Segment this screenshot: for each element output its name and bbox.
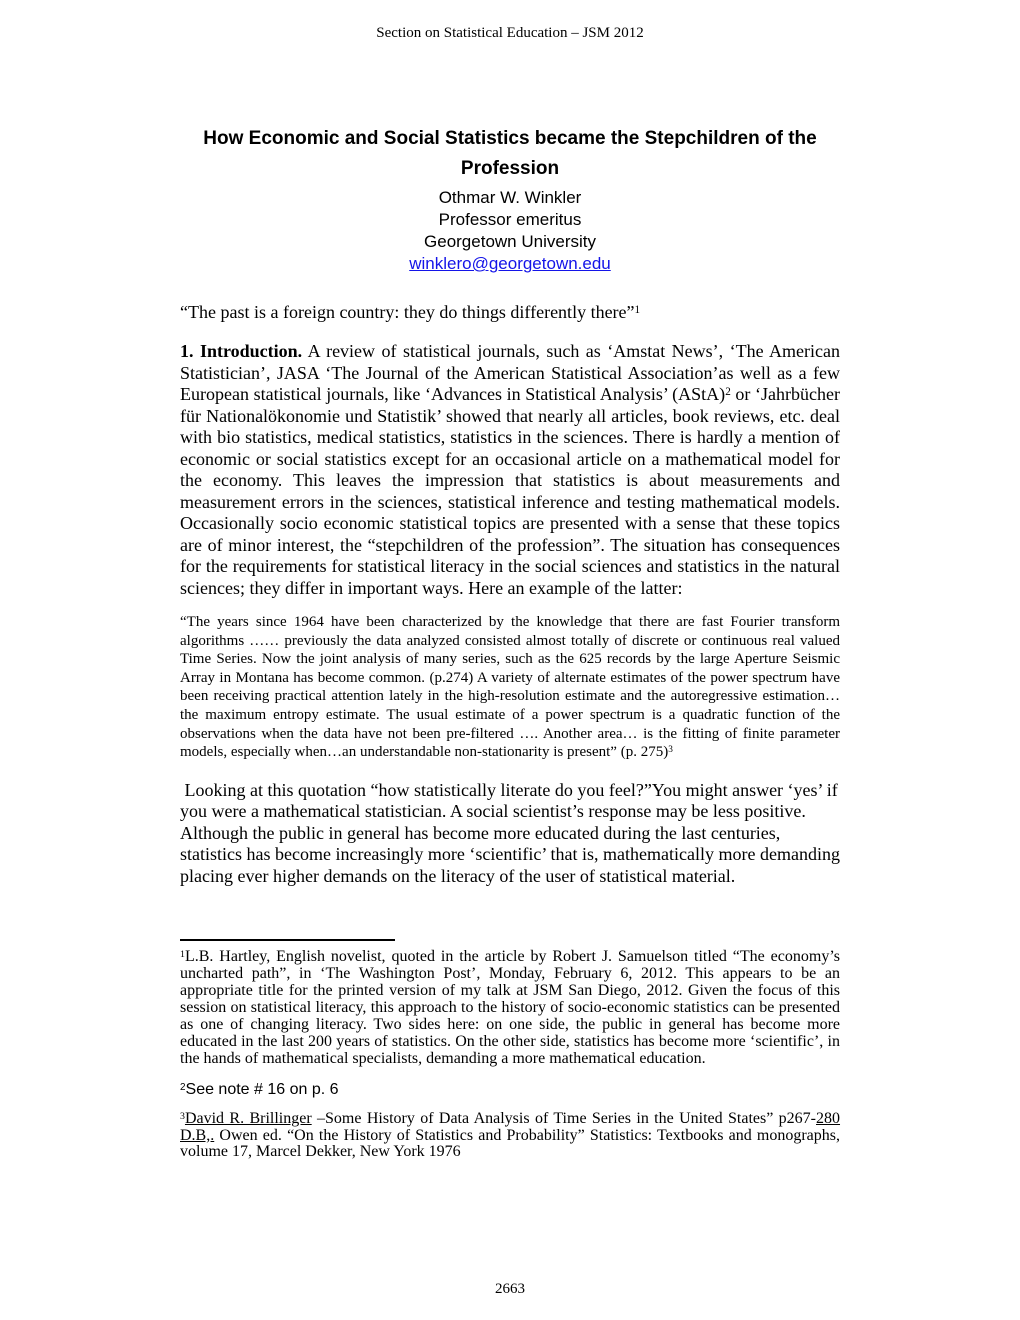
- running-header: Section on Statistical Education – JSM 2012: [376, 25, 644, 41]
- intro-body-1: A review of statistical journals, such as ‘Amstat News’, ‘The American Statistician’, JASA ‘The Journal of the American Statistical Association’as well as a few European statistical journals, like ‘Advances in Statistical Analysis’ (AStA): [180, 341, 840, 404]
- author-block: [180, 187, 840, 275]
- epigraph-text: “The past is a foreign country: they do things differently there”: [180, 302, 635, 322]
- intro-body-2: or ‘Jahrbücher für Nationalökonomie und Statistik’ showed that nearly all articles, book reviews, etc. deal with bio statistics, medical statistics, statistics in the sciences. There is hardly a mention of economic or social statistics except for an occasional article on a mathematical model for the economy. This leaves the impression that statistics is about measurements and measurement errors in the sciences, statistical inference and testing mathematical models. Occasionally socio economic statistical topics are presented with a sense that these topics are of minor interest, the “stepchildren of the profession”. The situation has consequences for the requirements for statistical literacy in the social sciences and statistics in the natural sciences; they differ in important ways. Here an example of the latter:: [180, 384, 840, 598]
- footnote-1-text: L.B. Hartley, English novelist, quoted in the article by Robert J. Samuelson titled “The economy’s uncharted path”, in ‘The Washington Post’, Monday, February 6, 2012. This appears to be an appropriate title for the printed version of my talk at JSM San Diego, 2012. Given the focus of this session on statistical literacy, this approach to the history of socio-economic statistics can be presented as one of changing literacy. Two sides here: on one side, the public in general has become more educated in the last 200 years of statistics. On the other side, statistics has become more ‘scientific’, in the hands of mathematical specialists, demanding a more mathematical education.: [180, 948, 840, 1068]
- epigraph: [180, 301, 840, 323]
- footnote-ref-1: 1: [634, 303, 641, 316]
- section-heading-introduction: 1. Introduction.: [180, 341, 303, 361]
- footnote-ref-2: 2: [725, 385, 731, 398]
- footnote-2-text: See note # 16 on p. 6: [185, 1081, 339, 1099]
- author-name: Othmar W. Winkler: [438, 188, 582, 207]
- footnote-3-pages: 280 D.B,.: [180, 1110, 841, 1144]
- paper-title: How Economic and Social Statistics became the Stepchildren of the Profession: [203, 128, 817, 179]
- intro-paragraph: [180, 341, 840, 599]
- quotation-block: [180, 613, 840, 762]
- author-email-link[interactable]: winklero@georgetown.edu: [409, 254, 611, 273]
- footnote-3-text-b: Owen ed. “On the History of Statistics and Probability” Statistics: Textbooks and monographs, volume 17, Marcel Dekker, New York 1976: [180, 1126, 840, 1161]
- footnote-1-marker: 1: [180, 948, 185, 960]
- footnote-1: [180, 948, 840, 1067]
- footnote-3-text-a: –Some History of Data Analysis of Time Series in the United States” p267-: [311, 1110, 817, 1128]
- footnote-separator: [180, 939, 395, 941]
- footnote-2-marker: 2: [180, 1081, 186, 1093]
- closing-paragraph: Looking at this quotation “how statistically literate do you feel?”You might answer ‘yes’ if you were a mathematical statistician. A social scientist’s response may be less positive. Although the public in general has become more educated during the last centuries, statistics has become increasingly more ‘scientific’ that is, mathematically more demanding placing ever higher demands on the literacy of the user of statistical material.: [180, 779, 845, 886]
- page-number: 2663: [495, 1281, 525, 1297]
- quotation-text: “The years since 1964 have been characterized by the knowledge that there are fast Fourier transform algorithms …… previously the data analyzed consisted almost totally of discrete or continuous real valued Time Series. Now the joint analysis of many series, such as the 625 records by the large Aperture Seismic Array in Montana has become common. (p.274) A variety of alternate estimates of the power spectrum have been receiving practical attention lately in the high-resolution estimate and the autoregressive estimation… the maximum entropy estimate. The usual estimate of a power spectrum is a quadratic function of the observations when the data have not been pre-filtered …. Another area… is the fitting of finite parameter models, especially when…an understandable non-stationarity is present” (p. 275): [180, 614, 840, 761]
- footnote-ref-3: 3: [668, 744, 673, 755]
- author-role: Professor emeritus: [438, 210, 582, 229]
- footnote-3-marker: 3: [180, 1110, 185, 1122]
- footnote-3: [180, 1111, 840, 1161]
- author-affiliation: Georgetown University: [424, 232, 596, 251]
- author-email-row: [180, 253, 840, 275]
- footnote-3-author: David R. Brillinger: [184, 1110, 312, 1128]
- footnote-2: [180, 1080, 840, 1100]
